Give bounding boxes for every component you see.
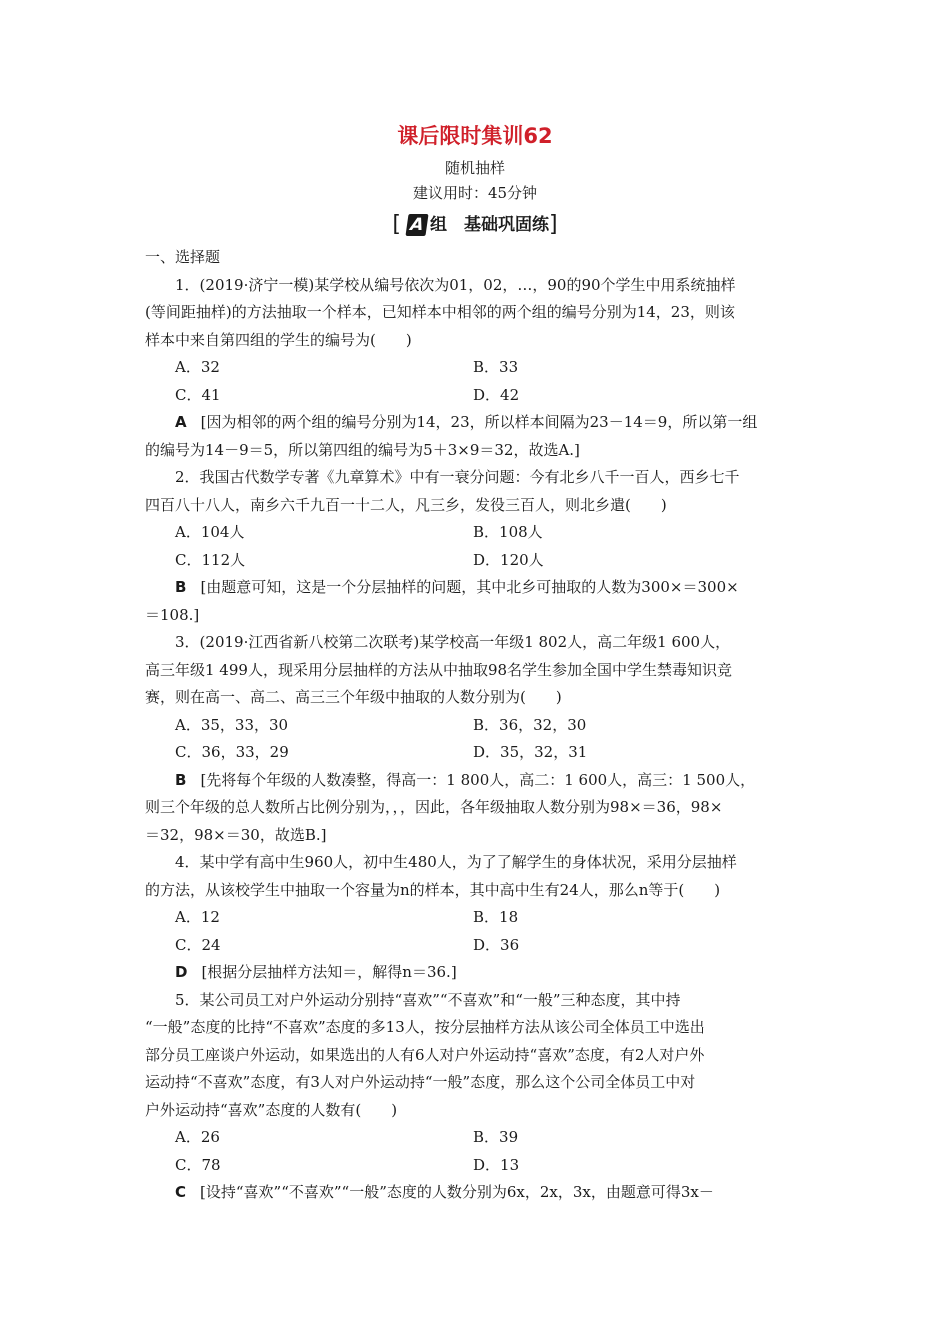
option-b: B．39 (473, 1128, 519, 1146)
question-3-text-1: 3．(2019·江西省新八校第二次联考)某学校高一年级1 802人，高二年级1 600人， (175, 633, 731, 651)
question-4-text-1: 4．某中学有高中生960人，初中生480人，为了了解学生的身体状况，采用分层抽样 (175, 853, 737, 871)
option-c: C．112人 (175, 550, 246, 569)
page-subtitle: 随机抽样 (444, 159, 505, 177)
answer-key: A (175, 413, 187, 431)
question-5-options-row-1 (145, 1124, 810, 1152)
question-3-solution-3: ＝32，98×＝30，故选B.] (145, 825, 327, 844)
question-3-text-3: 赛，则在高一、高二、高三三个年级中抽取的人数分别为( ) (145, 688, 562, 706)
answer-key: D (175, 963, 188, 981)
question-5-text-2: “一般”态度的比持“不喜欢”态度的多13人，按分层抽样方法从该公司全体员工中选出 (145, 1018, 705, 1036)
question-2-options-row-1 (145, 519, 810, 547)
answer-key: B (175, 578, 187, 596)
question-1-text-3: 样本中来自第四组的学生的编号为( ) (145, 330, 412, 349)
question-4-options-row-1 (145, 904, 810, 932)
question-3-text-2: 高三年级1 499人，现采用分层抽样的方法从中抽取98名学生参加全国中学生禁毒知识竞 (145, 660, 733, 679)
option-b: B．36，32，30 (473, 715, 587, 734)
option-b: B．33 (473, 358, 519, 376)
document-body (145, 244, 810, 1207)
question-4-options-row-2 (145, 932, 810, 960)
question-1-options-row-1 (145, 354, 810, 382)
option-d: D．120人 (473, 550, 544, 569)
solution-text: [根据分层抽样方法知＝，解得n＝36.] (201, 963, 457, 981)
option-c: C．36，33，29 (175, 743, 289, 761)
question-1-text-2: (等间距抽样)的方法抽取一个样本，已知样本中相邻的两个组的编号分别为14，23，则该 (145, 303, 735, 321)
question-2-text-1: 2．我国古代数学专著《九章算术》中有一衰分问题：今有北乡八千一百人，西乡七千 (175, 468, 740, 486)
question-5-text-5: 户外运动持“喜欢”态度的人数有( ) (145, 1100, 398, 1119)
right-bracket: ] (549, 212, 558, 237)
question-3-solution-1 (145, 767, 810, 795)
section-header (0, 210, 950, 237)
option-c: C．78 (175, 1155, 221, 1174)
question-3-options-row-2 (145, 739, 810, 767)
question-1-solution-2: 的编号为14－9＝5，所以第四组的编号为5＋3×9＝32，故选A.] (145, 440, 580, 459)
section-label: 组 基础巩固练 (430, 215, 549, 235)
question-2-solution-2: ＝108.] (145, 605, 200, 624)
question-3-solution-2: 则三个年级的总人数所占比例分别为，，，因此，各年级抽取人数分别为98×＝36，98× (145, 798, 723, 816)
option-a: A．32 (175, 358, 220, 376)
question-4-solution-1 (145, 959, 810, 987)
solution-text: [由题意可知，这是一个分层抽样的问题，其中北乡可抽取的人数为300×＝300× (200, 578, 739, 596)
option-a: A．26 (175, 1128, 220, 1146)
question-5-solution-1 (145, 1179, 810, 1207)
option-c: C．41 (175, 385, 221, 404)
option-d: D．36 (473, 935, 520, 954)
question-2-solution-1 (145, 574, 810, 602)
part-heading: 一、选择题 (145, 248, 221, 266)
question-5-text-4: 运动持“不喜欢”态度，有3人对户外运动持“一般”态度，那么这个公司全体员工中对 (145, 1073, 696, 1091)
question-3-options-row-1 (145, 712, 810, 740)
option-c: C．24 (175, 935, 221, 954)
section-letter-badge: A (405, 214, 428, 236)
solution-text: [设持“喜欢”“不喜欢”“一般”态度的人数分别为6x，2x，3x，由题意可得3x－ (200, 1183, 714, 1201)
option-d: D．35，32，31 (473, 743, 588, 761)
suggested-time: 建议用时：45分钟 (412, 184, 538, 202)
question-5-text-3: 部分员工座谈户外运动，如果选出的人有6人对户外运动持“喜欢”态度，有2人对户外 (145, 1045, 705, 1064)
option-d: D．42 (473, 385, 520, 404)
question-1-options-row-2 (145, 382, 810, 410)
question-5-text-1: 5．某公司员工对户外运动分别持“喜欢”“不喜欢”和“一般”三种态度，其中持 (175, 990, 681, 1009)
option-a: A．104人 (175, 523, 245, 541)
option-d: D．13 (473, 1155, 520, 1174)
question-1-text-1: 1．(2019·济宁一模)某学校从编号依次为01，02，…，90的90个学生中用系统抽样 (175, 275, 736, 294)
left-bracket: [ (392, 212, 401, 237)
question-2-options-row-2 (145, 547, 810, 575)
solution-text: [因为相邻的两个组的编号分别为14，23，所以样本间隔为23－14＝9，所以第一组 (200, 413, 758, 431)
question-5-options-row-2 (145, 1152, 810, 1180)
option-b: B．108人 (473, 523, 543, 541)
option-a: A．12 (175, 908, 220, 926)
question-1-solution-1 (145, 409, 810, 437)
option-a: A．35，33，30 (175, 715, 289, 734)
question-2-text-2: 四百八十八人，南乡六千九百一十二人，凡三乡，发役三百人，则北乡遣( ) (145, 495, 667, 514)
question-4-text-2: 的方法，从该校学生中抽取一个容量为n的样本，其中高中生有24人，那么n等于( ) (145, 880, 721, 899)
page-title: 课后限时集训62 (397, 124, 553, 148)
answer-key: B (175, 770, 187, 789)
answer-key: C (175, 1183, 187, 1201)
solution-text: [先将每个年级的人数凑整，得高一：1 800人，高二：1 600人，高三：1 500人， (200, 770, 756, 789)
option-b: B．18 (473, 908, 519, 926)
